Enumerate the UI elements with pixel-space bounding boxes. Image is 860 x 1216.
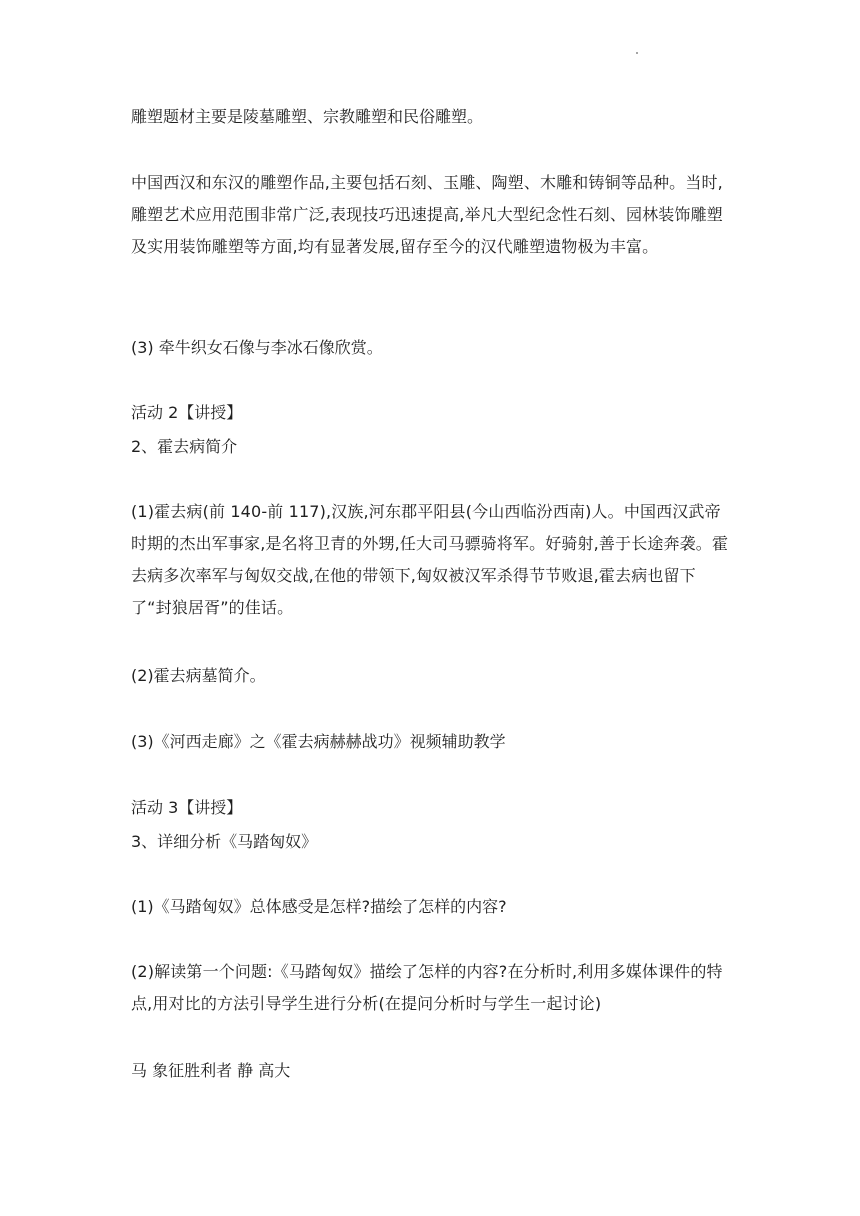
section-heading-huo-qubing: 2、霍去病简介 [131, 437, 238, 456]
activity-3-label: 活动 3【讲授】 [131, 798, 243, 817]
paragraph-sculpture-themes: 雕塑题材主要是陵墓雕塑、宗教雕塑和民俗雕塑。 [131, 107, 484, 126]
activity-2-label: 活动 2【讲授】 [131, 403, 243, 422]
paragraph-question-2: (2)解读第一个问题:《马踏匈奴》描绘了怎样的内容?在分析时,利用多媒体课件的特点,用对比的方法引导学生进行分析(在提问分析时与学生一起讨论) [131, 962, 723, 1013]
paragraph-question-1: (1)《马踏匈奴》总体感受是怎样?描绘了怎样的内容? [131, 897, 507, 916]
paragraph-horse-symbol: 马 象征胜利者 静 高大 [131, 1061, 291, 1080]
paragraph-han-sculpture: 中国西汉和东汉的雕塑作品,主要包括石刻、玉雕、陶塑、木雕和铸铜等品种。当时,雕塑艺术应用范围非常广泛,表现技巧迅速提高,举凡大型纪念性石刻、园林装饰雕塑及实用装饰雕塑等方面,均有显著发展,留存至今的汉代雕塑遗物极为丰富。 [131, 173, 723, 256]
section-heading-analysis: 3、详细分析《马踏匈奴》 [131, 832, 318, 851]
paragraph-huo-qubing-bio: (1)霍去病(前 140-前 117),汉族,河东郡平阳县(今山西临汾西南)人。中国西汉武帝时期的杰出军事家,是名将卫青的外甥,任大司马骠骑将军。好骑射,善于长途奔袭。霍去病多次率军与匈奴交战,在他的带领下,匈奴被汉军杀得节节败退,霍去病也留下了“封狼居胥”的佳话。 [131, 502, 729, 617]
paragraph-stone-statues: (3) 牵牛织女石像与李冰石像欣赏。 [131, 338, 383, 357]
page-mark [636, 52, 638, 54]
paragraph-video-teaching: (3)《河西走廊》之《霍去病赫赫战功》视频辅助教学 [131, 732, 506, 751]
paragraph-tomb-intro: (2)霍去病墓简介。 [131, 666, 266, 685]
